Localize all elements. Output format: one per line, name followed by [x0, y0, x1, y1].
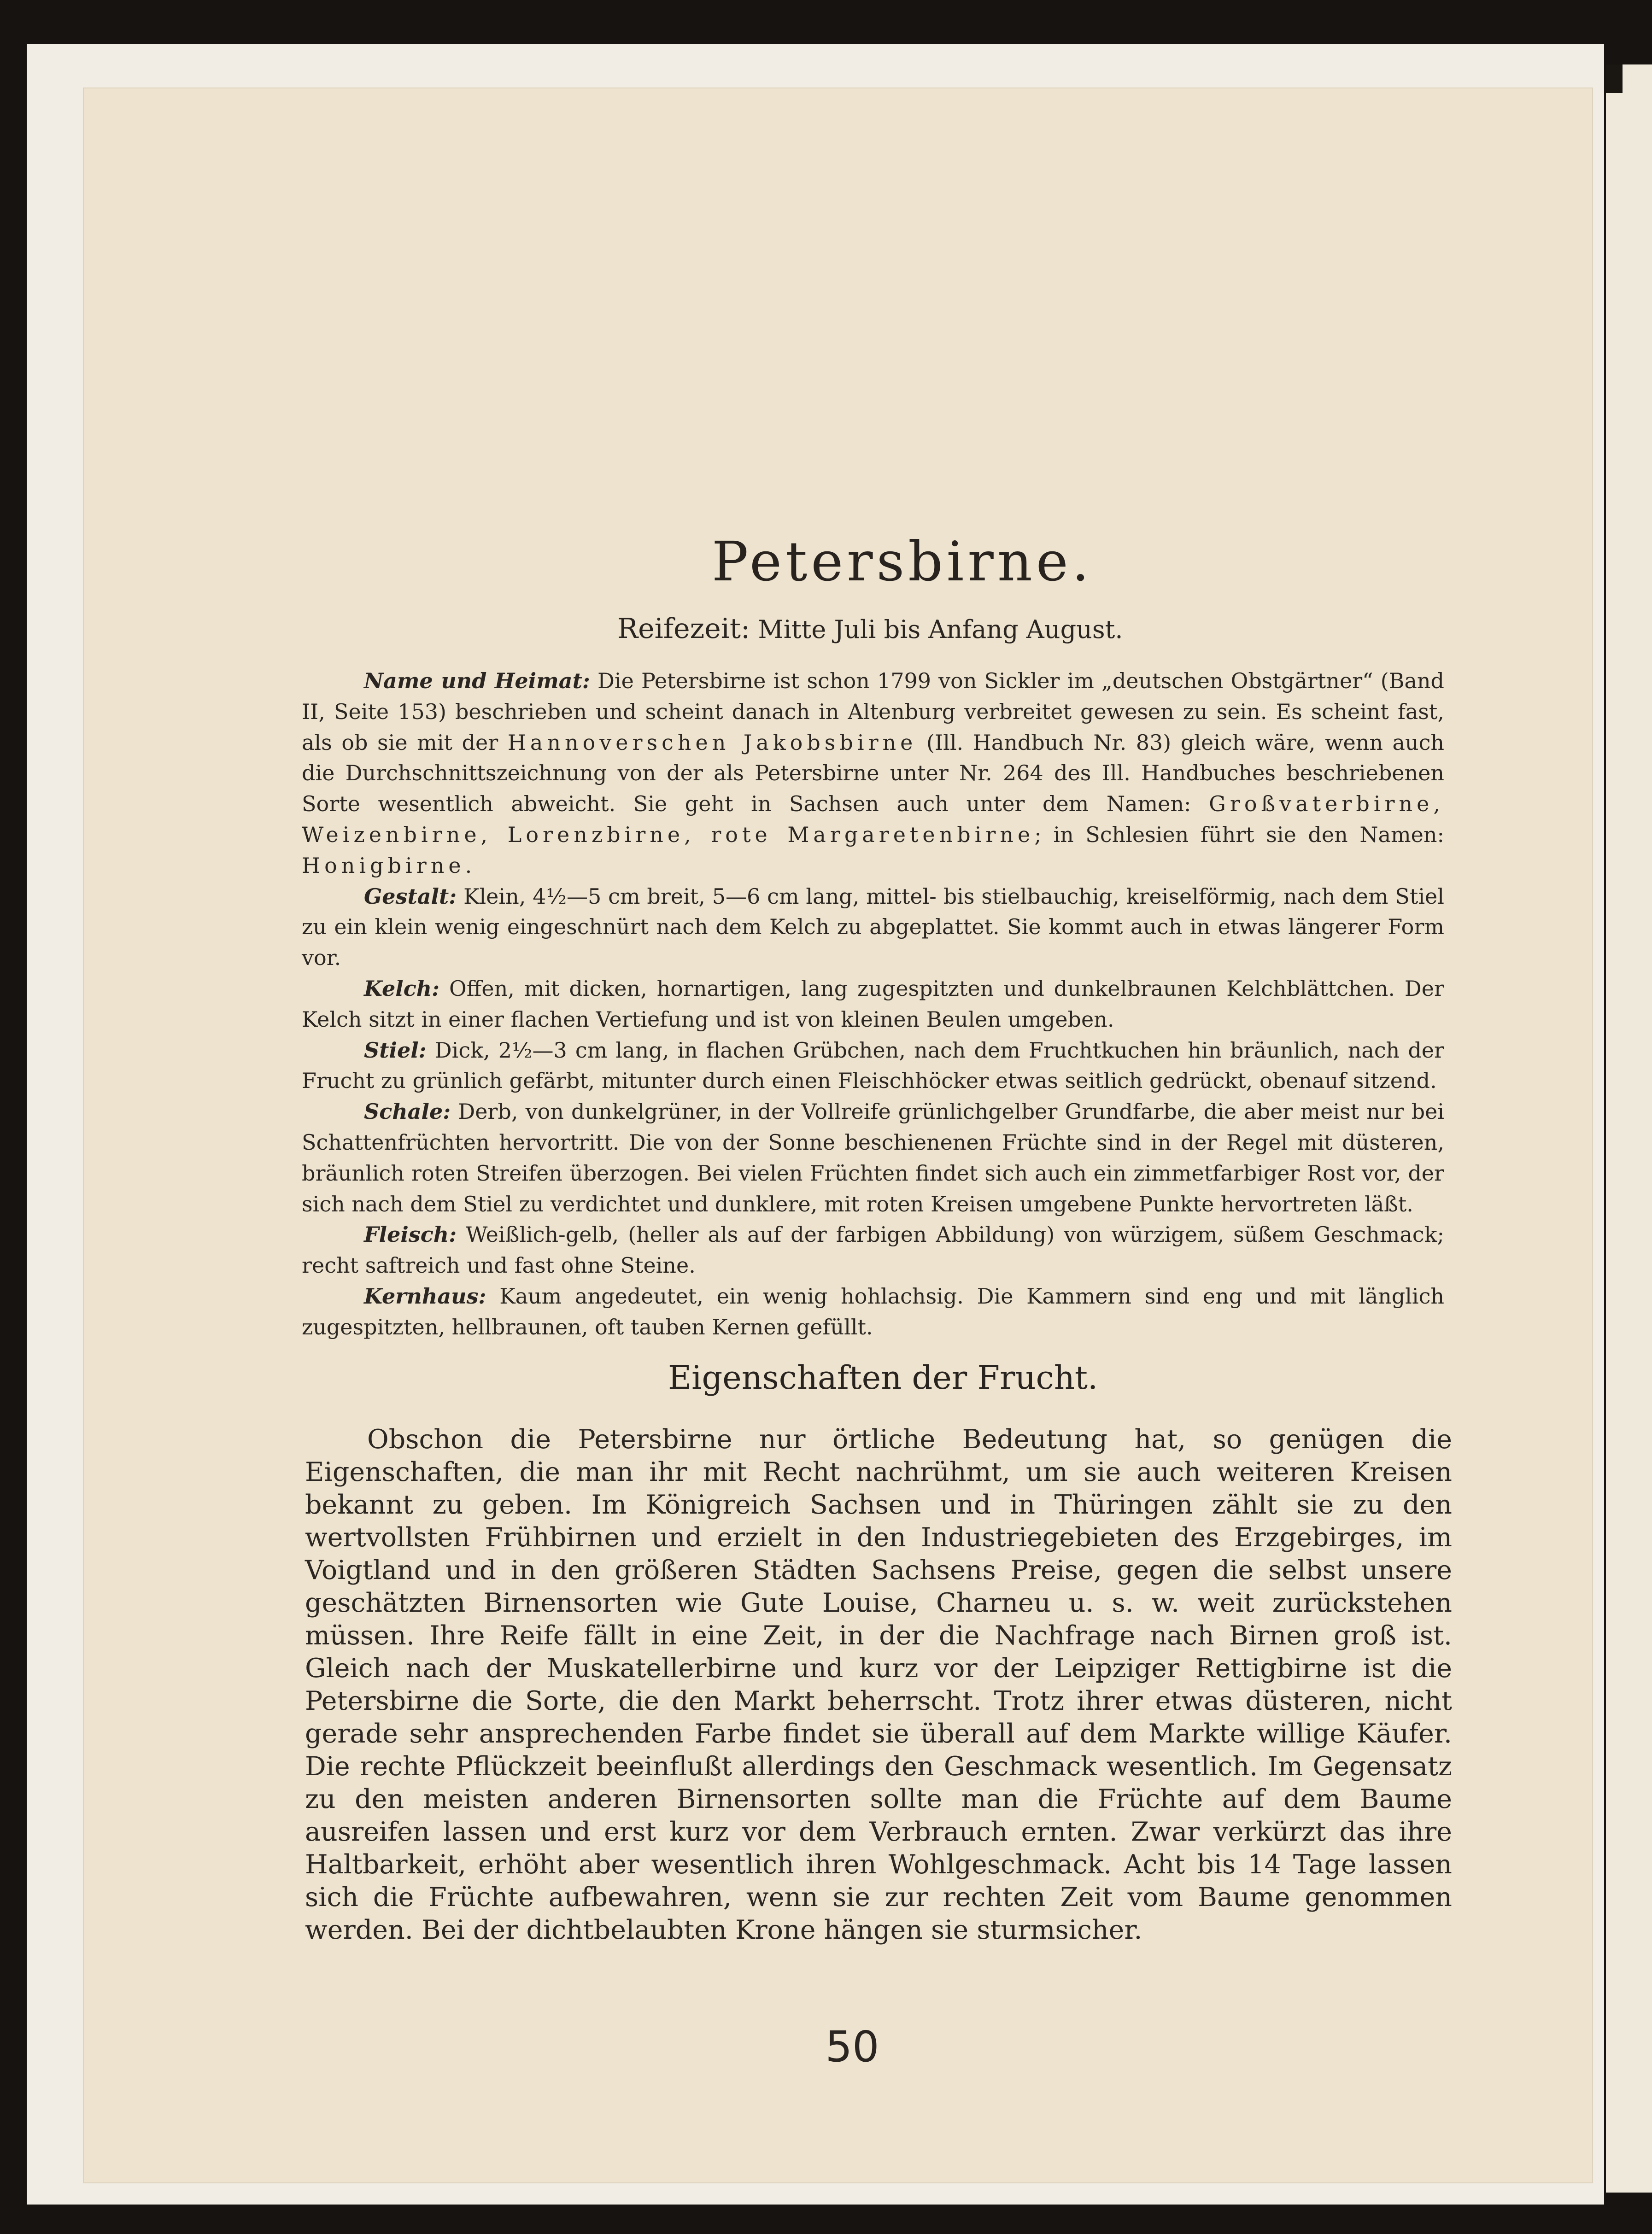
desc-text: (Ill. Handbuch Nr. 83) gleich wäre, wenn auch die Durchschnittszeichnung von der als Petersbirne unter Nr. 264 des Ill. Handbuches beschriebenen Sorte wesentlich abweicht. Sie geht in Sachsen auch unter dem Namen:	[302, 730, 1444, 817]
section-title: Eigenschaften der Frucht.	[668, 1359, 1098, 1397]
ripening-time	[617, 613, 1124, 645]
desc-heading: Kernhaus:	[364, 1283, 486, 1309]
desc-heading: Stiel:	[364, 1037, 427, 1063]
desc-text: .	[465, 853, 472, 878]
desc-skin	[302, 1096, 1444, 1219]
desc-shape	[302, 881, 1444, 973]
desc-text: Weißlich-gelb, (heller als auf der farbigen Abbildung) von würzigem, süßem Geschmack; recht saftreich und fast ohne Steine.	[302, 1222, 1444, 1278]
desc-text: ; in Schlesien führt sie den Namen:	[1034, 822, 1444, 847]
variety-description	[302, 666, 1444, 1343]
synonym-honigbirne: Honigbirne	[302, 853, 465, 878]
page-title: Petersbirne.	[712, 530, 1093, 593]
synonyms-spaced: Großvaterbirne, Weizenbirne, Lorenzbirne, rote Margaretenbirne	[302, 791, 1444, 847]
desc-heading: Kelch:	[364, 976, 440, 1001]
desc-name-origin	[302, 666, 1444, 881]
desc-text: Derb, von dunkelgrüner, in der Vollreife grünlichgelber Grundfarbe, die aber meist nur bei Schattenfrüchten hervortritt. Die von der Sonne beschienenen Früchte sind in der Regel mit düsteren, bräunlich roten Streifen überzogen. Bei vielen Früchten findet sich auch ein zimmetfarbiger Rost vor, der sich nach dem Stiel zu verdichtet und dunklere, mit roten Kreisen umgebene Punkte hervortreten läßt.	[302, 1099, 1444, 1216]
desc-stem	[302, 1035, 1444, 1097]
desc-text: Dick, 2½—3 cm lang, in flachen Grübchen, nach dem Fruchtkuchen hin bräunlich, nach der Frucht zu grünlich gefärbt, mitunter durch einen Fleischhöcker etwas seitlich gedrückt, obenauf sitzend.	[302, 1037, 1444, 1094]
page-number: 50	[825, 2022, 879, 2071]
desc-text: Kaum angedeutet, ein wenig hohlachsig. Die Kammern sind eng und mit länglich zugespitzten, hellbraunen, oft tauben Kernen gefüllt.	[302, 1283, 1444, 1339]
ripening-label: Reifezeit:	[617, 613, 750, 645]
desc-heading: Schale:	[364, 1099, 451, 1124]
next-page-edge	[1606, 64, 1652, 2193]
binding-clip	[1606, 64, 1623, 93]
variety-name-spaced: Hannoverschen Jakobsbirne	[507, 730, 917, 755]
desc-heading: Gestalt:	[364, 883, 457, 909]
desc-core	[302, 1281, 1444, 1343]
desc-flesh	[302, 1219, 1444, 1281]
desc-text: Offen, mit dicken, hornartigen, lang zugespitzten und dunkelbraunen Kelchblättchen. Der Kelch sitzt in einer flachen Vertiefung und ist von kleinen Beulen umgeben.	[302, 976, 1444, 1032]
desc-calyx	[302, 973, 1444, 1035]
desc-text: Klein, 4½—5 cm breit, 5—6 cm lang, mittel- bis stielbauchig, kreiselförmig, nach dem Stiel zu ein klein wenig eingeschnürt nach dem Kelch zu abgeplattet. Sie kommt auch in etwas längerer Form vor.	[302, 883, 1444, 971]
section-body: Obschon die Petersbirne nur örtliche Bedeutung hat, so genügen die Eigenschaften, die man ihr mit Recht nachrühmt, um sie auch weiteren Kreisen bekannt zu geben. Im Königreich Sachsen und in Thüringen zählt sie zu den wertvollsten Frühbirnen und erzielt in den Industriegebieten des Erzgebirges, im Voigtland und in den größeren Städten Sachsens Preise, gegen die selbst unsere geschätzten Birnensorten wie Gute Louise, Charneu u. s. w. weit zurückstehen müssen. Ihre Reife fällt in eine Zeit, in der die Nachfrage nach Birnen groß ist. Gleich nach der Muskatellerbirne und kurz vor der Leipziger Rettigbirne ist die Petersbirne die Sorte, die den Markt beherrscht. Trotz ihrer etwas düsteren, nicht gerade sehr ansprechenden Farbe findet sie überall auf dem Markte willige Käufer. Die rechte Pflückzeit beeinflußt allerdings den Geschmack wesentlich. Im Gegensatz zu den meisten anderen Birnensorten sollte man die Früchte auf dem Baume ausreifen lassen und erst kurz vor dem Verbrauch ernten. Zwar verkürzt das ihre Haltbarkeit, erhöht aber wesentlich ihren Wohlgeschmack. Acht bis 14 Tage lassen sich die Früchte aufbewahren, wenn sie zur rechten Zeit vom Baume genommen werden. Bei der dichtbelaubten Krone hängen sie sturmsicher.	[305, 1424, 1452, 1945]
desc-text: Die Petersbirne ist schon 1799 von Sickler im „deutschen Obstgärtner“ (Band II, Seite 153) beschrieben und scheint danach in Altenburg verbreitet gewesen zu sein. Es scheint fast, als ob sie mit der	[302, 668, 1444, 755]
ripening-value: Mitte Juli bis Anfang August.	[750, 615, 1123, 644]
desc-heading: Name und Heimat:	[364, 668, 590, 693]
desc-heading: Fleisch:	[364, 1222, 457, 1247]
